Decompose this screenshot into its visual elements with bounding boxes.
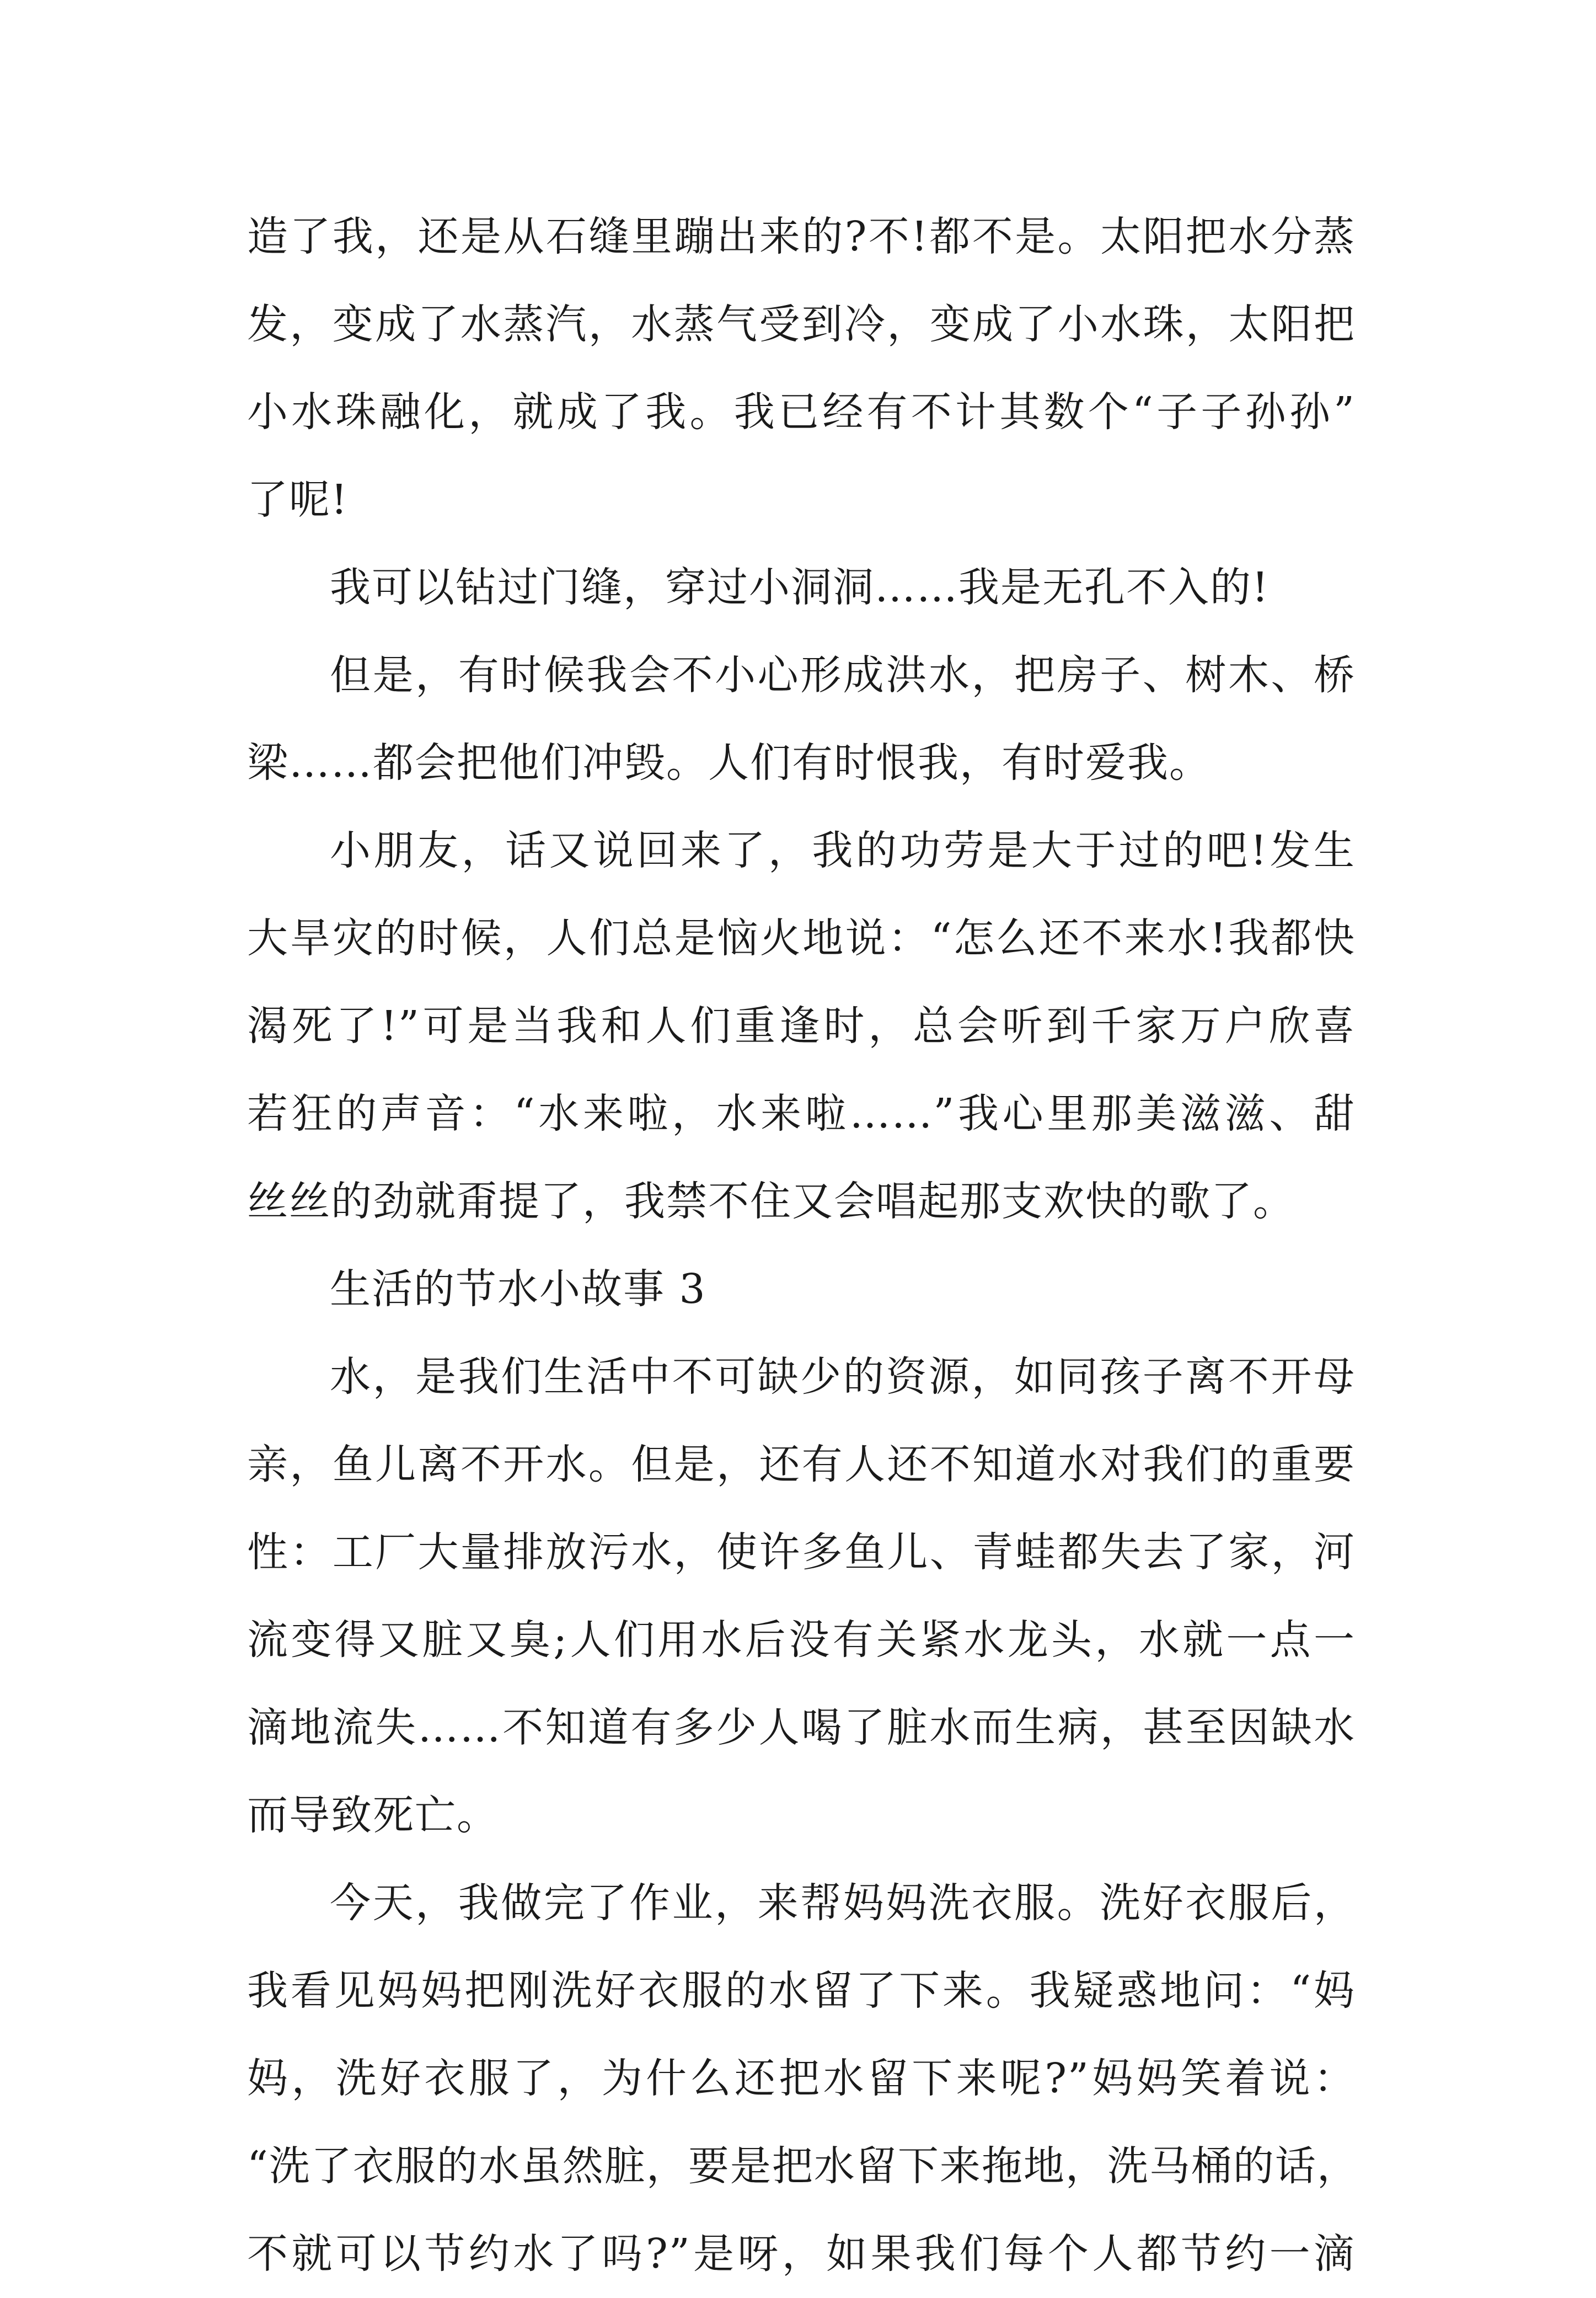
- text-line: 而导致死亡。: [247, 1792, 499, 1839]
- text-line: 发，变成了水蒸汽，水蒸气受到冷，变成了小水珠，太阳把: [247, 301, 1356, 348]
- text-line: 滴地流失……不知道有多少人喝了脏水而生病，甚至因缺水: [247, 1704, 1356, 1751]
- text-line: “洗了衣服的水虽然脏，要是把水留下来拖地，洗马桶的话，: [247, 2142, 1359, 2190]
- text-line: 丝丝的劲就甭提了，我禁不住又会唱起那支欢快的歌了。: [247, 1178, 1295, 1225]
- text-line: 造了我，还是从石缝里蹦出来的?不!都不是。太阳把水分蒸: [247, 213, 1356, 260]
- paragraph-first-line: 小朋友，话又说回来了，我的功劳是大于过的吧!发生: [330, 827, 1356, 874]
- paragraph-first-line: 我可以钻过门缝，穿过小洞洞……我是无孔不入的!: [330, 564, 1270, 611]
- text-line: 亲，鱼儿离不开水。但是，还有人还不知道水对我们的重要: [247, 1441, 1356, 1488]
- section-heading: 生活的节水小故事 3: [330, 1265, 706, 1313]
- text-line: 流变得又脏又臭;人们用水后没有关紧水龙头，水就一点一: [247, 1616, 1356, 1664]
- text-line: 我看见妈妈把刚洗好衣服的水留了下来。我疑惑地问：“妈: [247, 1967, 1356, 2014]
- text-line: 小水珠融化，就成了我。我已经有不计其数个“子子孙孙”: [247, 388, 1356, 436]
- text-line: 不就可以节约水了吗?”是呀，如果我们每个人都节约一滴: [247, 2230, 1356, 2278]
- text-line: 性：工厂大量排放污水，使许多鱼儿、青蛙都失去了家，河: [247, 1529, 1356, 1576]
- body-text: [247, 193, 1359, 2298]
- text-line: 渴死了!”可是当我和人们重逢时，总会听到千家万户欣喜: [247, 1002, 1356, 1050]
- text-line: 若狂的声音：“水来啦，水来啦……”我心里那美滋滋、甜: [247, 1090, 1356, 1137]
- paragraph-first-line: 水，是我们生活中不可缺少的资源，如同孩子离不开母: [330, 1353, 1356, 1401]
- text-line: 妈，洗好衣服了，为什么还把水留下来呢?”妈妈笑着说：: [247, 2055, 1356, 2102]
- text-line: 大旱灾的时候，人们总是恼火地说：“怎么还不来水!我都快: [247, 915, 1356, 962]
- text-line: 了呢!: [247, 476, 349, 523]
- paragraph-first-line: 今天，我做完了作业，来帮妈妈洗衣服。洗好衣服后，: [330, 1879, 1356, 1927]
- paragraph-first-line: 但是，有时候我会不小心形成洪水，把房子、树木、桥: [330, 651, 1356, 699]
- text-line: 梁……都会把他们冲毁。人们有时恨我，有时爱我。: [247, 739, 1211, 787]
